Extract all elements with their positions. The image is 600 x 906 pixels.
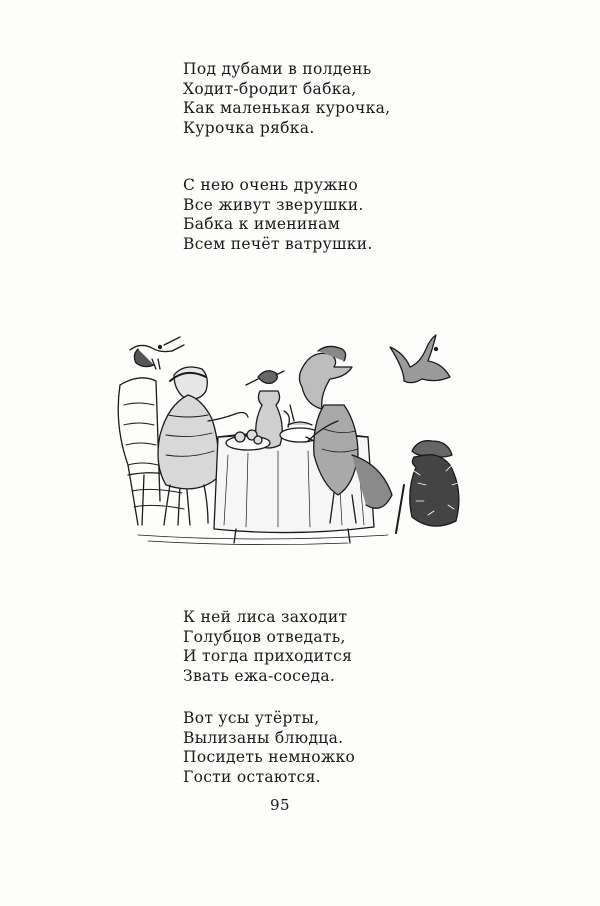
woodpecker-icon bbox=[130, 337, 184, 369]
poem-line: Всем печёт ватрушки. bbox=[183, 234, 373, 253]
poem-line: С нею очень дружно bbox=[183, 176, 359, 194]
poem-line: Голубцов отведать, bbox=[183, 627, 346, 646]
poem-line: Посидеть немножко bbox=[183, 748, 356, 766]
poem-line: Вылизаны блюдца. bbox=[183, 728, 344, 747]
poem-line: Курочка рябка. bbox=[183, 118, 315, 137]
poem-line: Как маленькая курочка, bbox=[183, 99, 391, 117]
stanza-4 bbox=[183, 709, 355, 787]
page-number: 95 bbox=[269, 796, 291, 814]
hedgehog-icon bbox=[396, 441, 459, 533]
poem-line: Бабка к именинам bbox=[183, 215, 341, 233]
small-bird-icon bbox=[246, 371, 284, 385]
flying-bird-icon bbox=[390, 335, 450, 383]
poem-line: И тогда приходится bbox=[183, 647, 353, 665]
stanza-3 bbox=[183, 608, 352, 686]
poem-line: К ней лиса заходит bbox=[183, 608, 348, 626]
poem-line: Под дубами в полдень bbox=[183, 60, 372, 78]
poem-line: Звать ежа-соседа. bbox=[183, 666, 336, 685]
stanza-2 bbox=[183, 176, 373, 254]
tea-party-illustration bbox=[108, 325, 478, 550]
poem-line: Вот усы утёрты, bbox=[183, 709, 320, 727]
stanza-1 bbox=[183, 60, 390, 138]
poem-line: Ходит-бродит бабка, bbox=[183, 79, 357, 98]
poem-line: Гости остаются. bbox=[183, 767, 321, 786]
poem-line: Все живут зверушки. bbox=[183, 195, 364, 214]
